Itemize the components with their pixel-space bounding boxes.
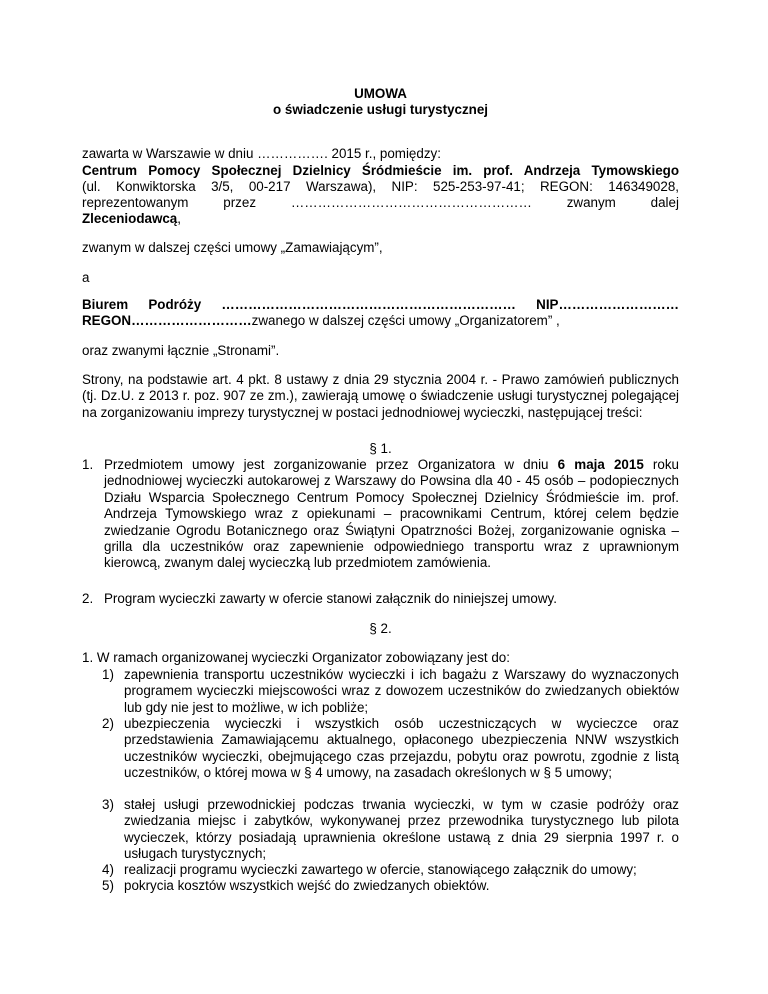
section-2-lead: 1. W ramach organizowanej wycieczki Organizator zobowiązany jest do: bbox=[82, 650, 510, 665]
party1-role: Zleceniodawcą, bbox=[82, 211, 181, 226]
document-title: UMOWA bbox=[354, 86, 407, 101]
section-2-heading: § 2. bbox=[369, 621, 392, 636]
party2-line1: Biurem Podróży ………………………………………………………… NIP……………………… bbox=[82, 297, 679, 312]
section-1-heading: § 1. bbox=[369, 441, 392, 456]
party1-address: (ul. Konwiktorska 3/5, 00-217 Warszawa), NIP: 525-253-97-41; REGON: 146349028, bbox=[82, 179, 679, 194]
jointly-line: oraz zwanymi łącznie „Stronami”. bbox=[82, 343, 280, 358]
party2-line2: REGON………………………zwanego w dalszej części umowy „Organizatorem” , bbox=[82, 313, 560, 328]
and-separator: a bbox=[82, 270, 90, 285]
party1-representation: reprezentowanym przez ……………………………………………… zwanym dalej bbox=[82, 195, 679, 210]
party1-alias: zwanym w dalszej części umowy „Zamawiającym”, bbox=[82, 240, 383, 255]
party1-name: Centrum Pomocy Społecznej Dzielnicy Śródmieście im. prof. Andrzeja Tymowskiego bbox=[82, 163, 679, 178]
intro-line: zawarta w Warszawie w dniu ……………. 2015 r., pomiędzy: bbox=[82, 146, 441, 161]
preamble: Strony, na podstawie art. 4 pkt. 8 ustawy z dnia 29 stycznia 2004 r. - Prawo zamówień publicznych (tj. Dz.U. z 2013 r. poz. 907 ze zm.), zawierają umowę o świadczenie usługi turystycznej polegającej na zorganizowaniu imprezy turystycznej w postaci jednodniowej wycieczki, następującej treści: bbox=[82, 372, 679, 420]
document-subtitle: o świadczenie usługi turystycznej bbox=[272, 102, 489, 117]
